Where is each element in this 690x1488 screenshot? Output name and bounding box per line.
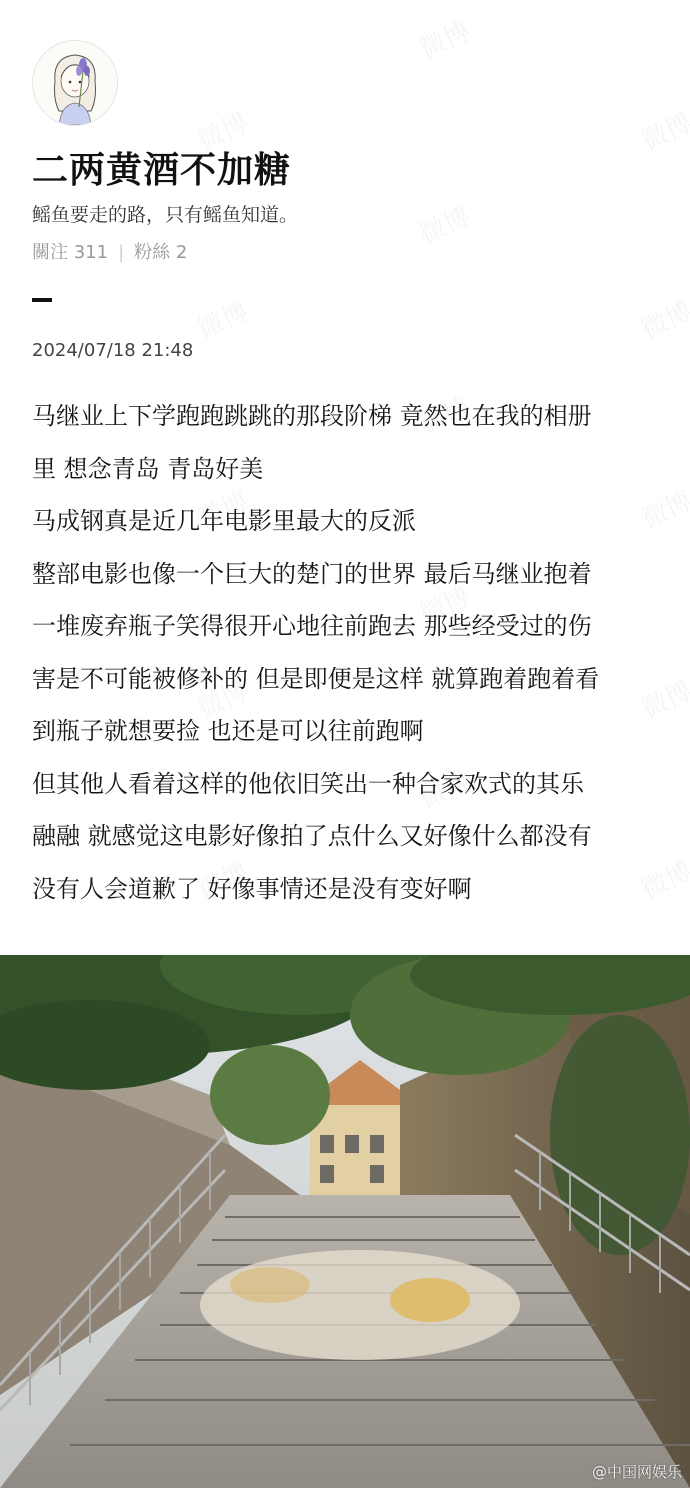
post-text-line: 融融 就感觉这电影好像拍了点什么又好像什么都没有 [32,822,592,850]
post-text-line: 马成钢真是近几年电影里最大的反派 [32,507,416,535]
avatar[interactable] [32,40,118,126]
post-text-line: 没有人会道歉了 好像事情还是没有变好啊 [32,874,472,903]
section-divider [32,298,52,302]
post-text-line: 整部电影也像一个巨大的楚门的世界 最后马继业抱着 [32,559,592,588]
profile-bio: 鳐鱼要走的路，只有鳐鱼知道。 [32,204,299,226]
post-text-line: 但其他人看着这样的他依旧笑出一种合家欢式的其乐 [32,769,584,798]
post-text-line: 害是不可能被修补的 但是即便是这样 就算跑着跑着看 [32,664,600,693]
illustrated-avatar-icon [33,41,117,125]
background-watermark [635,291,690,347]
post-content [32,390,662,915]
post-text-line: 里 想念青岛 青岛好美 [32,454,264,483]
profile-name[interactable]: 二两黄酒不加糖 [32,150,292,191]
post-text-line: 到瓶子就想要捡 也还是可以往前跑啊 [32,717,424,745]
post-datetime: 2024/07/18 21:48 [32,340,194,361]
background-watermark [413,196,476,252]
followers-count[interactable]: 粉絲 2 [134,242,188,263]
profile-stats [32,238,187,264]
background-watermark [413,11,476,67]
background-watermark [191,291,254,347]
post-text-line: 马继业上下学跑跑跳跳的那段阶梯 竟然也在我的相册 [32,402,592,430]
following-count[interactable]: 關注 311 [32,242,109,263]
background-watermark [635,103,690,159]
photo-watermark: @中国网娱乐 [591,1463,682,1481]
stats-divider: | [118,242,125,263]
post-text-line: 一堆废弃瓶子笑得很开心地往前跑去 那些经受过的伤 [32,612,592,640]
post-photo[interactable] [0,955,690,1488]
stairway-photo [0,955,690,1488]
